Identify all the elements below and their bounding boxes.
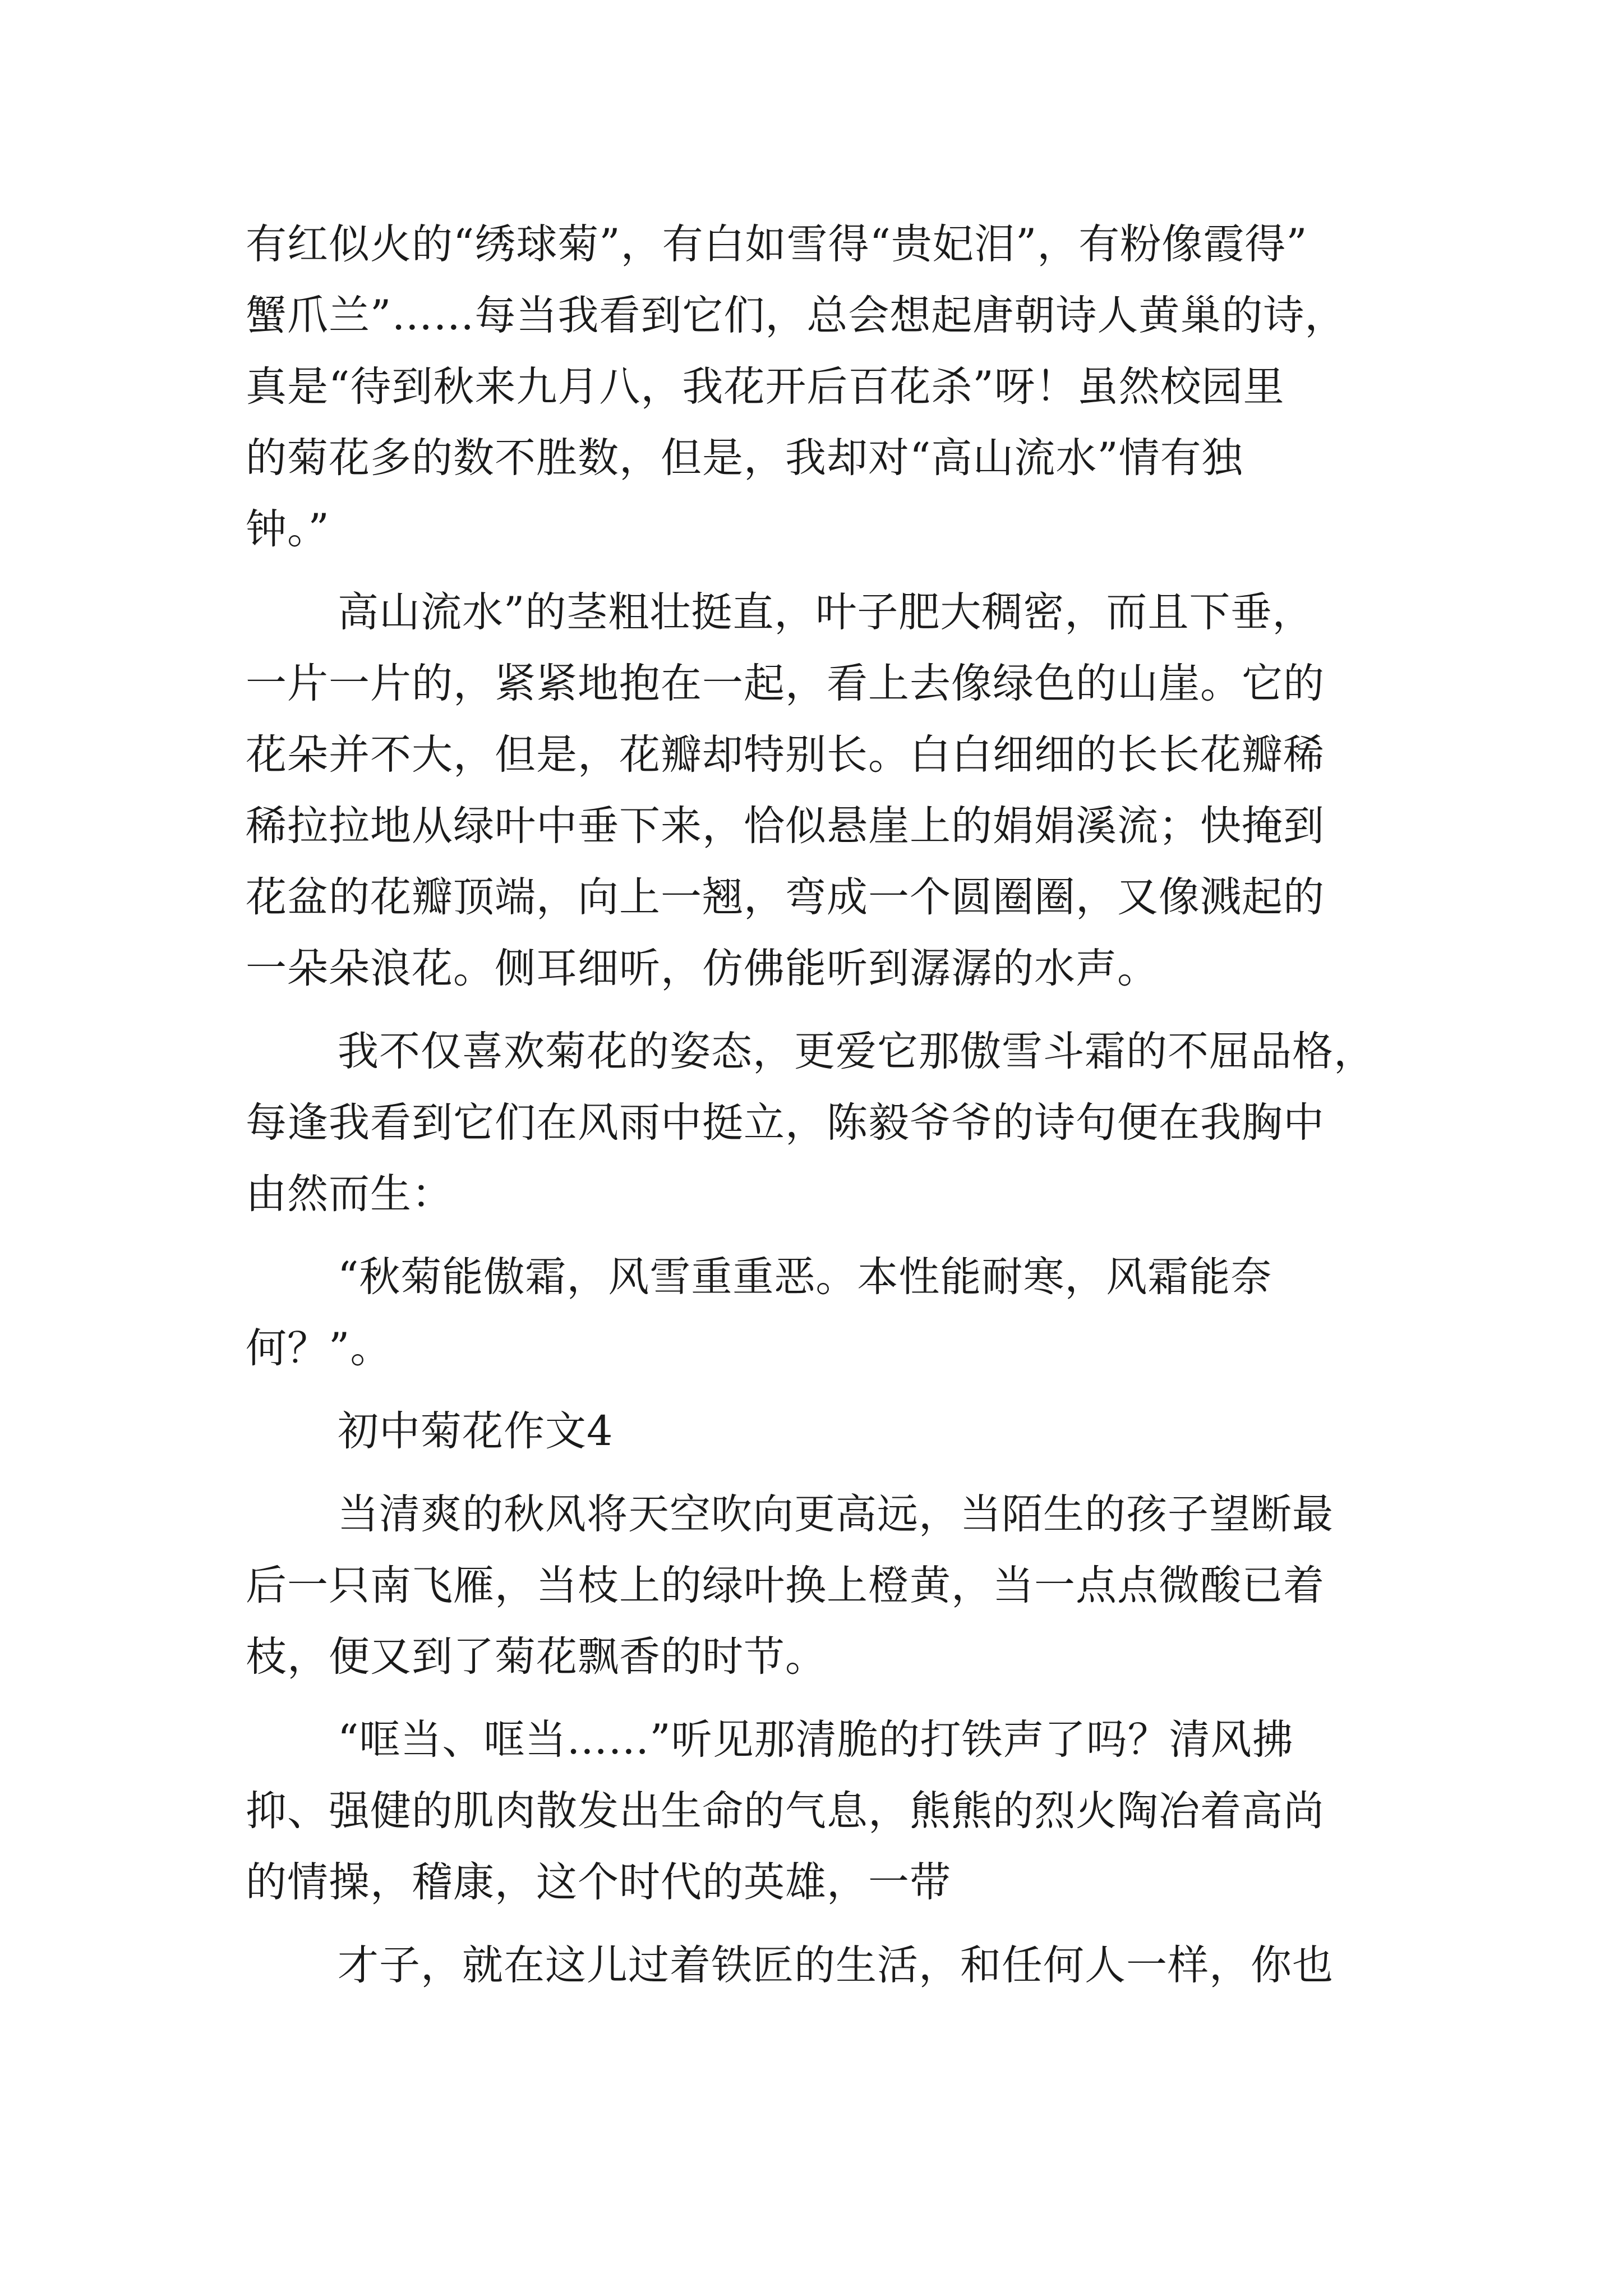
quote-line: “秋菊能傲霜，风雪重重恶。本性能耐寒，风霜能奈 (338, 1253, 1272, 1301)
paragraph-start-line: 高山流水”的茎粗壮挺直，叶子肥大稠密，而且下垂， (338, 588, 1314, 636)
quote-line: 何？”。 (246, 1324, 392, 1372)
text-line: 真是“待到秋来九月八，我花开后百花杀”呀！虽然校园里 (246, 363, 1285, 411)
text-line: 每逢我看到它们在风雨中挺立，陈毅爷爷的诗句便在我胸中 (246, 1099, 1325, 1147)
text-line: 一朵朵浪花。侧耳细听，仿佛能听到潺潺的水声。 (246, 945, 1159, 992)
text-line: 由然而生： (246, 1170, 453, 1218)
section-heading: 初中菊花作文4 (338, 1407, 614, 1455)
text-line: 蟹爪兰”……每当我看到它们，总会想起唐朝诗人黄巢的诗， (246, 292, 1347, 339)
text-line: 的菊花多的数不胜数，但是，我却对“高山流水”情有独 (246, 434, 1243, 482)
document-body (246, 209, 1384, 2001)
text-line: 枝，便又到了菊花飘香的时节。 (246, 1633, 827, 1681)
paragraph-start-line: 当清爽的秋风将天空吹向更高远，当陌生的孩子望断最 (338, 1490, 1334, 1538)
paragraph-start-line: 才子，就在这儿过着铁匠的生活，和任何人一样，你也 (338, 1941, 1334, 1989)
text-line: 花朵并不大，但是，花瓣却特别长。白白细细的长长花瓣稀 (246, 731, 1325, 779)
text-line: 一片一片的，紧紧地抱在一起，看上去像绿色的山崖。它的 (246, 660, 1325, 707)
paragraph-start-line: 我不仅喜欢菊花的姿态，更爱它那傲雪斗霜的不屈品格， (338, 1028, 1375, 1075)
text-line: 花盆的花瓣顶端，向上一翘，弯成一个圆圈圈，又像溅起的 (246, 873, 1325, 921)
text-line: 钟。” (246, 505, 330, 553)
paragraph-start-line: “哐当、哐当……”听见那清脆的打铁声了吗？清风拂 (338, 1716, 1294, 1764)
text-line: 后一只南飞雁，当枝上的绿叶换上橙黄，当一点点微酸已着 (246, 1562, 1325, 1609)
text-line: 抑、强健的肌肉散发出生命的气息，熊熊的烈火陶冶着高尚 (246, 1787, 1325, 1835)
text-line: 有红似火的“绣球菊”，有白如雪得“贵妃泪”，有粉像霞得” (246, 220, 1308, 268)
text-line: 稀拉拉地从绿叶中垂下来，恰似悬崖上的娟娟溪流；快掩到 (246, 802, 1325, 850)
text-line: 的情操，稽康，这个时代的英雄，一带 (246, 1858, 951, 1906)
